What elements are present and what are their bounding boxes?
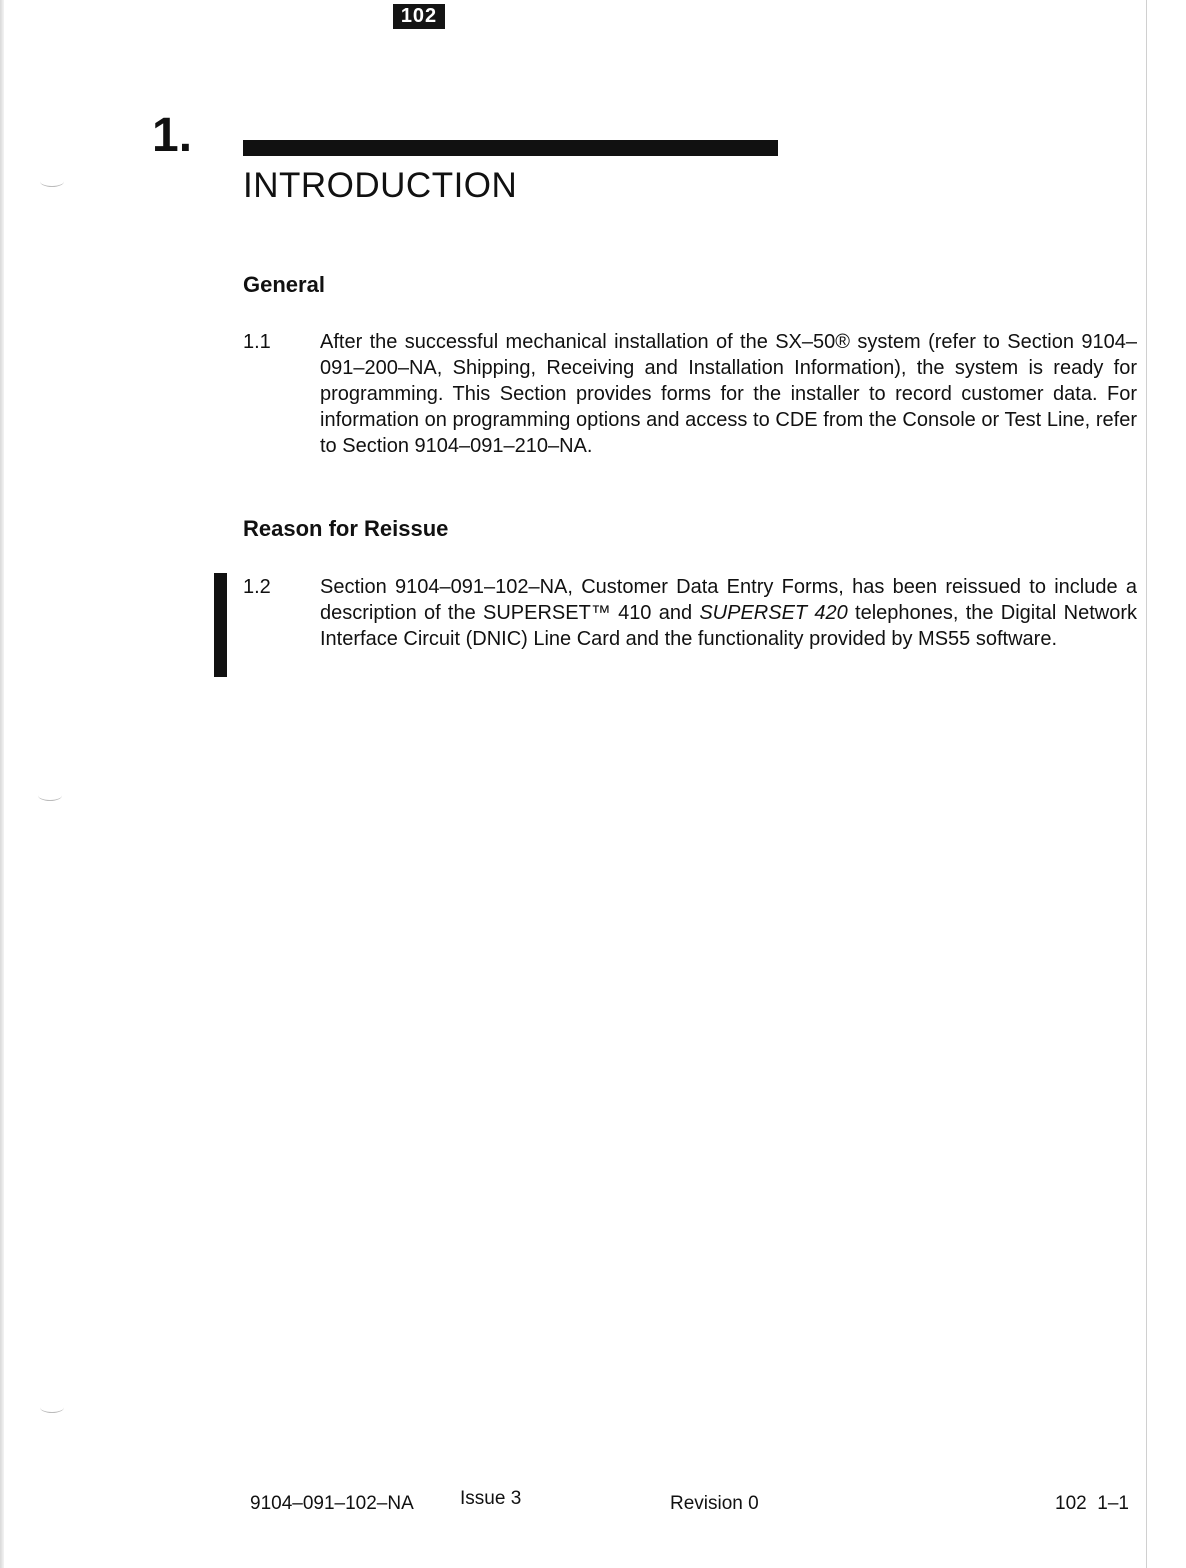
paragraph-text-end: telephones, the Digital Network Interface Circuit (DNIC) Line Card and the functionality provided by MS55 software. bbox=[320, 602, 1137, 650]
section-heading-reason-for-reissue: Reason for Reissue bbox=[243, 516, 449, 541]
section-heading-general: General bbox=[243, 272, 325, 297]
punch-hole-mark bbox=[38, 790, 62, 801]
revision-change-bar bbox=[214, 573, 227, 677]
punch-hole-mark bbox=[40, 1402, 64, 1413]
footer-doc-number: 9104–091–102–NA bbox=[250, 1493, 414, 1514]
punch-hole-mark bbox=[40, 176, 64, 187]
paragraph-text: After the successful mechanical installation of the SX–50® system (refer to Section 9104–091–200–NA, Shipping, Receiving and Installation Information), the system is ready for programming. This Section provides forms for the installer to record customer data. For information on programming options and access to CDE from the Console or Test Line, refer to Section 9104–091–210–NA. bbox=[320, 331, 1137, 457]
paragraph-text bbox=[320, 574, 1137, 652]
product-name-italic: SUPERSET 420 bbox=[699, 602, 848, 624]
footer-issue: Issue 3 bbox=[460, 1488, 522, 1509]
paragraph-number: 1.1 bbox=[243, 331, 271, 353]
scan-left-edge bbox=[0, 0, 4, 1568]
footer-revision: Revision 0 bbox=[670, 1493, 759, 1514]
page-tab-badge: 102 bbox=[393, 4, 445, 29]
scan-right-edge bbox=[1146, 0, 1147, 1568]
footer-page-number: 102 1–1 bbox=[1055, 1493, 1129, 1514]
chapter-number: 1. bbox=[152, 109, 193, 162]
chapter-rule bbox=[243, 140, 778, 156]
chapter-title: INTRODUCTION bbox=[243, 166, 518, 205]
paragraph-text-start: Section 9104–091–102–NA, Customer Data Entry Forms, has been reissued to include a description of the SUPERSET™ 410 and bbox=[320, 576, 1137, 624]
paragraph-number: 1.2 bbox=[243, 576, 271, 598]
